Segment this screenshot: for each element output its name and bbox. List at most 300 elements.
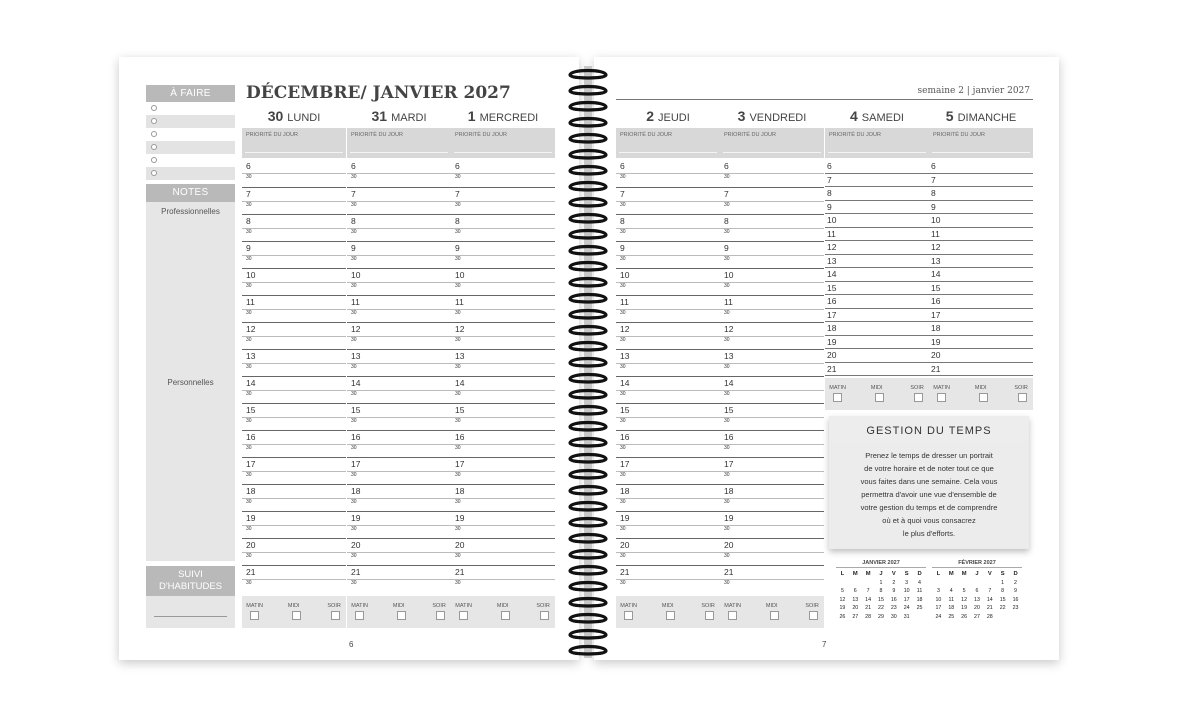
priority-box[interactable] [929,128,1033,158]
calendar-date: 1 [879,579,883,586]
period-checkbox[interactable] [397,611,406,620]
day-number: 1 [467,108,476,124]
hour-label: 16 [351,432,361,442]
weekday-label: J [879,571,883,578]
hour-slot[interactable] [242,457,346,484]
day-number: 5 [945,108,954,124]
period-checkbox[interactable] [705,611,714,620]
half-hour-label: 30 [620,499,626,505]
period-checkbox[interactable] [501,611,510,620]
hour-slot[interactable] [347,268,451,295]
calendar-date: 18 [916,596,923,603]
hour-slot[interactable] [825,201,929,215]
hour-slot[interactable] [347,484,451,511]
hour-schedule [347,160,451,592]
calendar-date: 17 [935,605,942,612]
half-hour-label: 30 [620,229,626,235]
hour-slot[interactable] [825,214,929,228]
hour-slot[interactable] [242,160,346,187]
hour-slot[interactable] [825,160,929,174]
hour-label: 12 [351,324,361,334]
hour-label: 19 [931,336,941,347]
half-hour-label: 30 [246,553,252,559]
hour-slot[interactable] [929,349,1033,363]
hour-slot[interactable] [242,322,346,349]
hour-slot[interactable] [720,511,824,538]
calendar-date: 4 [918,579,921,586]
half-hour-label: 30 [620,418,626,424]
priority-box[interactable] [616,128,720,158]
hour-slot[interactable] [720,187,824,214]
hour-slot[interactable] [616,322,720,349]
half-hour-label: 30 [724,445,730,451]
half-hour-label: 30 [620,283,626,289]
gestion-du-temps-box [829,416,1029,549]
hour-label: 19 [827,336,837,347]
hour-label: 6 [931,161,936,171]
mini-calendar [932,560,1022,621]
hour-label: 8 [827,188,832,198]
period-checkbox[interactable] [1018,393,1027,402]
hour-slot[interactable] [929,295,1033,309]
hour-label: 11 [455,297,464,307]
hour-label: 8 [351,216,356,226]
hour-slot[interactable] [616,484,720,511]
hour-label: 9 [246,243,251,253]
hour-slot[interactable] [616,376,720,403]
day-column [616,105,720,592]
half-hour-label: 30 [620,337,626,343]
hour-schedule [616,160,720,592]
hour-slot[interactable] [720,241,824,268]
day-name: LUNDI [287,112,321,124]
half-hour-label: 30 [724,174,730,180]
hour-label: 7 [351,189,356,199]
calendar-date: 24 [935,613,942,620]
hour-slot[interactable] [616,565,720,592]
hour-label: 21 [620,567,630,577]
day-number: 3 [737,108,746,124]
priority-box[interactable] [242,128,346,158]
period-label: SOIR [536,603,550,609]
hour-slot[interactable] [451,268,555,295]
hour-slot[interactable] [825,268,929,282]
hour-slot[interactable] [616,214,720,241]
hour-slot[interactable] [616,511,720,538]
mini-calendar-title: JANVIER 2027 [836,560,926,568]
hour-slot[interactable] [242,565,346,592]
hour-label: 13 [724,351,734,361]
hour-label: 21 [724,567,734,577]
hour-label: 11 [246,297,255,307]
hour-slot[interactable] [720,565,824,592]
day-number: 31 [371,108,388,124]
period-label: MIDI [496,603,509,609]
half-hour-label: 30 [246,229,252,235]
todo-checkbox[interactable] [151,170,157,176]
half-hour-label: 30 [455,364,461,370]
half-hour-label: 30 [620,445,626,451]
hour-slot[interactable] [929,255,1033,269]
hour-label: 11 [724,297,733,307]
calendar-date: 29 [878,613,884,620]
hour-slot[interactable] [720,430,824,457]
hour-label: 9 [724,243,729,253]
half-hour-label: 30 [620,202,626,208]
hour-slot[interactable] [825,336,929,350]
hour-label: 14 [455,378,465,388]
period-checkbox[interactable] [250,611,259,620]
hour-slot[interactable] [929,282,1033,296]
hour-slot[interactable] [825,174,929,188]
period-tracker [616,596,720,628]
hour-slot[interactable] [720,403,824,430]
calendar-date: 15 [878,596,884,603]
hour-label: 19 [455,513,465,523]
priority-box[interactable] [825,128,929,158]
priority-box[interactable] [720,128,824,158]
period-label: MATIN [829,385,846,391]
hour-slot[interactable] [616,457,720,484]
calendar-date [983,579,996,588]
hour-slot[interactable] [242,403,346,430]
hour-slot[interactable] [451,322,555,349]
weekday-label: D [917,571,922,578]
habits-field[interactable] [146,596,235,628]
hour-slot[interactable] [451,160,555,187]
hour-slot[interactable] [347,349,451,376]
day-name: MERCREDI [479,112,539,124]
hour-label: 20 [351,540,361,550]
calendar-date: 21 [986,605,993,612]
calendar-date: 16 [1012,596,1019,603]
half-hour-label: 30 [724,283,730,289]
hour-slot[interactable] [347,376,451,403]
hour-slot[interactable] [451,511,555,538]
hour-slot[interactable] [825,363,929,377]
hour-label: 9 [931,201,936,212]
hour-slot[interactable] [616,241,720,268]
calendar-date: 19 [961,605,968,612]
hour-slot[interactable] [720,457,824,484]
half-hour-label: 30 [351,337,357,343]
hour-slot[interactable] [451,457,555,484]
half-hour-label: 30 [246,445,252,451]
priority-box[interactable] [347,128,451,158]
hour-slot[interactable] [347,241,451,268]
hour-slot[interactable] [242,295,346,322]
period-checkbox[interactable] [728,611,737,620]
period-checkbox[interactable] [914,393,923,402]
half-hour-label: 30 [351,418,357,424]
hour-slot[interactable] [929,160,1033,174]
hour-slot[interactable] [347,160,451,187]
period-checkbox[interactable] [624,611,633,620]
half-hour-label: 30 [246,580,252,586]
period-tracker [242,596,346,628]
hour-label: 9 [455,243,460,253]
hour-label: 20 [620,540,630,550]
hour-slot[interactable] [616,349,720,376]
todo-item[interactable] [146,128,235,141]
priority-label: PRIORITÉ DU JOUR [933,132,985,138]
calendar-date: 24 [903,605,910,612]
calendar-date: 10 [903,588,910,595]
hour-label: 13 [620,351,630,361]
hour-label: 10 [351,270,361,280]
calendar-date: 16 [890,596,897,603]
hour-label: 13 [455,351,465,361]
hour-slot[interactable] [720,268,824,295]
period-label: SOIR [327,603,341,609]
period-checkbox[interactable] [809,611,818,620]
hour-label: 9 [620,243,625,253]
priority-label: PRIORITÉ DU JOUR [724,132,776,138]
hour-slot[interactable] [720,484,824,511]
period-label: MATIN [620,603,637,609]
day-column [929,105,1033,376]
hour-label: 9 [351,243,356,253]
hour-label: 15 [351,405,361,415]
hour-slot[interactable] [825,309,929,323]
hour-label: 19 [246,513,256,523]
hour-label: 10 [724,270,734,280]
hour-slot[interactable] [929,214,1033,228]
hour-label: 16 [827,296,837,306]
todo-checkbox[interactable] [151,131,157,137]
hour-slot[interactable] [242,430,346,457]
hour-label: 11 [351,297,360,307]
hour-slot[interactable] [347,295,451,322]
hour-slot[interactable] [242,241,346,268]
hour-slot[interactable] [451,376,555,403]
hour-slot[interactable] [929,268,1033,282]
half-hour-label: 30 [724,499,730,505]
hour-slot[interactable] [347,538,451,565]
hour-label: 13 [246,351,256,361]
hour-slot[interactable] [720,538,824,565]
todo-item[interactable] [146,154,235,167]
hour-slot[interactable] [929,322,1033,336]
hour-label: 14 [620,378,630,388]
hour-label: 17 [455,459,465,469]
half-hour-label: 30 [351,391,357,397]
hour-slot[interactable] [929,336,1033,350]
hour-slot[interactable] [825,322,929,336]
hour-slot[interactable] [825,295,929,309]
calendar-date [996,613,1009,622]
calendar-date: 7 [988,588,992,595]
hour-slot[interactable] [720,160,824,187]
hour-slot[interactable] [242,484,346,511]
period-checkbox[interactable] [770,611,779,620]
hour-slot[interactable] [347,187,451,214]
half-hour-label: 30 [455,310,461,316]
hour-slot[interactable] [451,538,555,565]
calendar-date [971,579,984,588]
todo-item[interactable] [146,167,235,180]
period-checkbox[interactable] [355,611,364,620]
hour-slot[interactable] [347,403,451,430]
hour-slot[interactable] [242,214,346,241]
todo-section [146,85,235,180]
hour-label: 15 [246,405,256,415]
hour-slot[interactable] [451,295,555,322]
half-hour-label: 30 [724,310,730,316]
hour-slot[interactable] [720,349,824,376]
hour-slot[interactable] [451,349,555,376]
todo-item[interactable] [146,141,235,154]
calendar-date: 25 [916,605,923,612]
half-hour-label: 30 [455,391,461,397]
calendar-date: 17 [903,596,910,603]
period-checkbox[interactable] [937,393,946,402]
hour-slot[interactable] [825,255,929,269]
hour-slot[interactable] [451,241,555,268]
period-checkbox[interactable] [459,611,468,620]
hour-slot[interactable] [242,511,346,538]
spiral-binding [566,66,610,658]
hour-label: 17 [931,309,941,320]
hour-slot[interactable] [720,214,824,241]
hour-slot[interactable] [451,565,555,592]
hour-slot[interactable] [347,565,451,592]
hour-slot[interactable] [347,457,451,484]
hour-slot[interactable] [825,228,929,242]
period-tracker [720,596,824,628]
todo-checkbox[interactable] [151,144,157,150]
day-header [616,105,720,128]
hour-label: 15 [724,405,734,415]
hour-slot[interactable] [451,187,555,214]
gestion-text-line: vous faites dans une semaine. Cela vous [860,477,998,486]
hour-schedule [242,160,346,592]
hour-slot[interactable] [825,282,929,296]
hour-slot[interactable] [929,187,1033,201]
hour-slot[interactable] [825,187,929,201]
hour-slot[interactable] [616,187,720,214]
todo-item[interactable] [146,115,235,128]
hour-schedule [720,160,824,592]
calendar-date: 19 [839,605,846,612]
period-checkbox[interactable] [833,393,842,402]
hour-label: 17 [351,459,361,469]
day-header [825,105,929,128]
period-checkbox[interactable] [436,611,445,620]
half-hour-label: 30 [620,364,626,370]
half-hour-label: 30 [724,391,730,397]
hour-slot[interactable] [929,241,1033,255]
period-checkbox[interactable] [875,393,884,402]
hour-slot[interactable] [347,511,451,538]
month-title: DÉCEMBRE/ JANVIER 2027 [246,83,511,103]
weekday-label: M [865,571,871,578]
calendar-date: 13 [974,596,980,603]
hour-label: 13 [827,255,837,266]
hour-slot[interactable] [825,349,929,363]
period-checkbox[interactable] [540,611,549,620]
hour-label: 15 [827,282,837,293]
hour-slot[interactable] [720,376,824,403]
hour-slot[interactable] [347,322,451,349]
period-tracker [451,596,555,628]
half-hour-label: 30 [620,391,626,397]
hour-slot[interactable] [347,430,451,457]
hour-slot[interactable] [242,349,346,376]
hour-slot[interactable] [242,268,346,295]
hour-slot[interactable] [347,214,451,241]
calendar-date: 31 [903,613,910,620]
hour-slot[interactable] [929,174,1033,188]
gestion-text-line: le plus d'efforts. [902,529,956,538]
period-checkbox[interactable] [292,611,301,620]
half-hour-label: 30 [351,499,357,505]
calendar-date: 3 [905,579,909,586]
hour-slot[interactable] [242,538,346,565]
hour-slot[interactable] [451,403,555,430]
hour-slot[interactable] [825,241,929,255]
todo-checkbox[interactable] [151,105,157,111]
half-hour-label: 30 [246,472,252,478]
hour-slot[interactable] [929,309,1033,323]
hour-slot[interactable] [616,538,720,565]
hour-slot[interactable] [242,187,346,214]
hour-slot[interactable] [451,430,555,457]
hour-label: 21 [827,363,837,374]
hour-slot[interactable] [616,160,720,187]
hour-label: 14 [724,378,734,388]
priority-label: PRIORITÉ DU JOUR [246,132,298,138]
hour-slot[interactable] [616,403,720,430]
hour-slot[interactable] [929,228,1033,242]
hour-label: 20 [827,350,837,360]
notes-body[interactable] [146,202,235,561]
hour-slot[interactable] [242,376,346,403]
period-checkbox[interactable] [979,393,988,402]
hour-slot[interactable] [451,484,555,511]
hour-label: 12 [246,324,256,334]
half-hour-label: 30 [455,174,461,180]
hour-slot[interactable] [929,363,1033,377]
hour-label: 13 [351,351,361,361]
period-label: MIDI [392,603,405,609]
todo-checkbox[interactable] [151,157,157,163]
hour-label: 8 [455,216,460,226]
period-checkbox[interactable] [666,611,675,620]
habits-header-line1: SUIVI [178,569,203,580]
half-hour-label: 30 [620,472,626,478]
priority-box[interactable] [451,128,555,158]
day-column [825,105,929,376]
mini-calendar [836,560,926,621]
period-label: MATIN [455,603,472,609]
hour-label: 8 [620,216,625,226]
hour-slot[interactable] [720,295,824,322]
hour-slot[interactable] [929,201,1033,215]
hour-slot[interactable] [616,295,720,322]
hour-slot[interactable] [616,268,720,295]
hour-label: 12 [827,242,837,252]
period-checkbox[interactable] [331,611,340,620]
hour-label: 6 [724,161,729,171]
todo-checkbox[interactable] [151,118,157,124]
hour-slot[interactable] [451,214,555,241]
day-header [451,105,555,128]
calendar-date: 6 [975,588,979,595]
todo-item[interactable] [146,102,235,115]
hour-slot[interactable] [720,322,824,349]
hour-slot[interactable] [616,430,720,457]
